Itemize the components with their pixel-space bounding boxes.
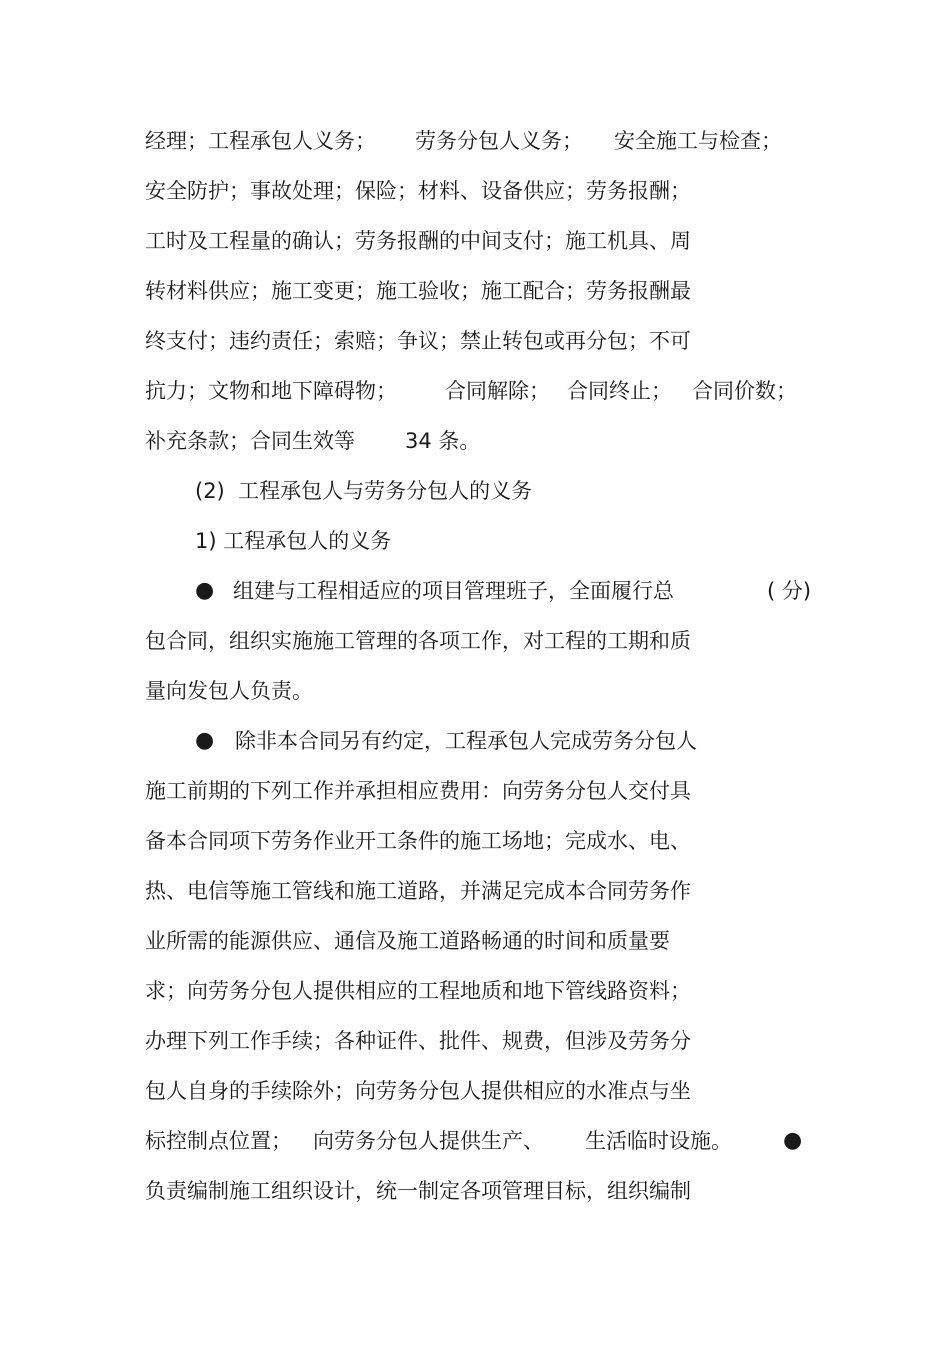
section-heading [195, 475, 533, 507]
text-segment: 补充条款；合同生效等 [145, 429, 355, 453]
text-segment: 转材料供应；施工变更；施工验收；施工配合；劳务报酬最 [145, 279, 691, 303]
text-segment: (2) 工程承包人与劳务分包人的义务 [195, 479, 533, 503]
text-segment: 34 条。 [405, 429, 481, 453]
text-segment: 经理；工程承包人义务； [145, 129, 376, 153]
text-segment: 安全施工与检查； [614, 129, 782, 153]
bullet-icon: ● [783, 1128, 803, 1153]
text-segment: 1) 工程承包人的义务 [195, 529, 392, 553]
text-segment: 工时及工程量的确认；劳务报酬的中间支付；施工机具、周 [145, 229, 691, 253]
text-segment: 求；向劳务分包人提供相应的工程地质和地下管线路资料； [145, 979, 691, 1003]
text-segment: 施工前期的下列工作并承担相应费用：向劳务分包人交付具 [145, 779, 691, 803]
text-line [145, 625, 691, 657]
text-segment: 合同解除； [445, 379, 550, 403]
text-line [145, 125, 782, 157]
text-line [145, 425, 481, 457]
text-segment: 终支付；违约责任；索赔；争议；禁止转包或再分包；不可 [145, 329, 691, 353]
text-line [145, 825, 691, 857]
text-segment: 业所需的能源供应、通信及施工道路畅通的时间和质量要 [145, 929, 670, 953]
text-segment: 负责编制施工组织设计，统一制定各项管理目标，组织编制 [145, 1179, 691, 1203]
text-line [145, 925, 670, 957]
text-line [145, 375, 797, 407]
text-line [145, 1175, 691, 1207]
text-line [145, 975, 691, 1007]
text-segment: 量向发包人负责。 [145, 679, 313, 703]
text-line [145, 675, 313, 707]
text-line [145, 225, 691, 257]
text-line [145, 1075, 691, 1107]
text-segment: 合同终止； [567, 379, 672, 403]
text-segment: 抗力；文物和地下障碍物； [145, 379, 397, 403]
text-segment: 包人自身的手续除外；向劳务分包人提供相应的水准点与坐 [145, 1079, 691, 1103]
text-segment: 安全防护；事故处理；保险；材料、设备供应；劳务报酬； [145, 179, 691, 203]
text-line [145, 875, 691, 907]
text-line [145, 1125, 825, 1157]
text-segment: 合同价数； [692, 379, 797, 403]
text-segment: ( 分) [767, 579, 812, 603]
text-segment: 向劳务分包人提供生产、 [313, 1129, 544, 1153]
text-segment: 备本合同项下劳务作业开工条件的施工场地；完成水、电、 [145, 829, 691, 853]
bullet-line [195, 725, 697, 757]
text-line [145, 775, 691, 807]
text-segment: 标控制点位置； [145, 1129, 292, 1153]
subsection-heading [195, 525, 392, 557]
text-segment: 办理下列工作手续；各种证件、批件、规费，但涉及劳务分 [145, 1029, 691, 1053]
bullet-icon: ● [195, 578, 215, 603]
text-segment: 除非本合同另有约定，工程承包人完成劳务分包人 [235, 729, 697, 753]
text-segment: 热、电信等施工管线和施工道路，并满足完成本合同劳务作 [145, 879, 691, 903]
text-segment: 生活临时设施。 [585, 1129, 732, 1153]
text-segment: 劳务分包人义务； [415, 129, 583, 153]
text-segment: 组建与工程相适应的项目管理班子，全面履行总 [233, 579, 674, 603]
text-line [145, 325, 691, 357]
text-segment: 包合同，组织实施施工管理的各项工作，对工程的工期和质 [145, 629, 691, 653]
text-line [145, 1025, 691, 1057]
text-line [145, 275, 691, 307]
bullet-icon: ● [195, 728, 215, 753]
bullet-line [195, 575, 812, 607]
text-line [145, 175, 691, 207]
